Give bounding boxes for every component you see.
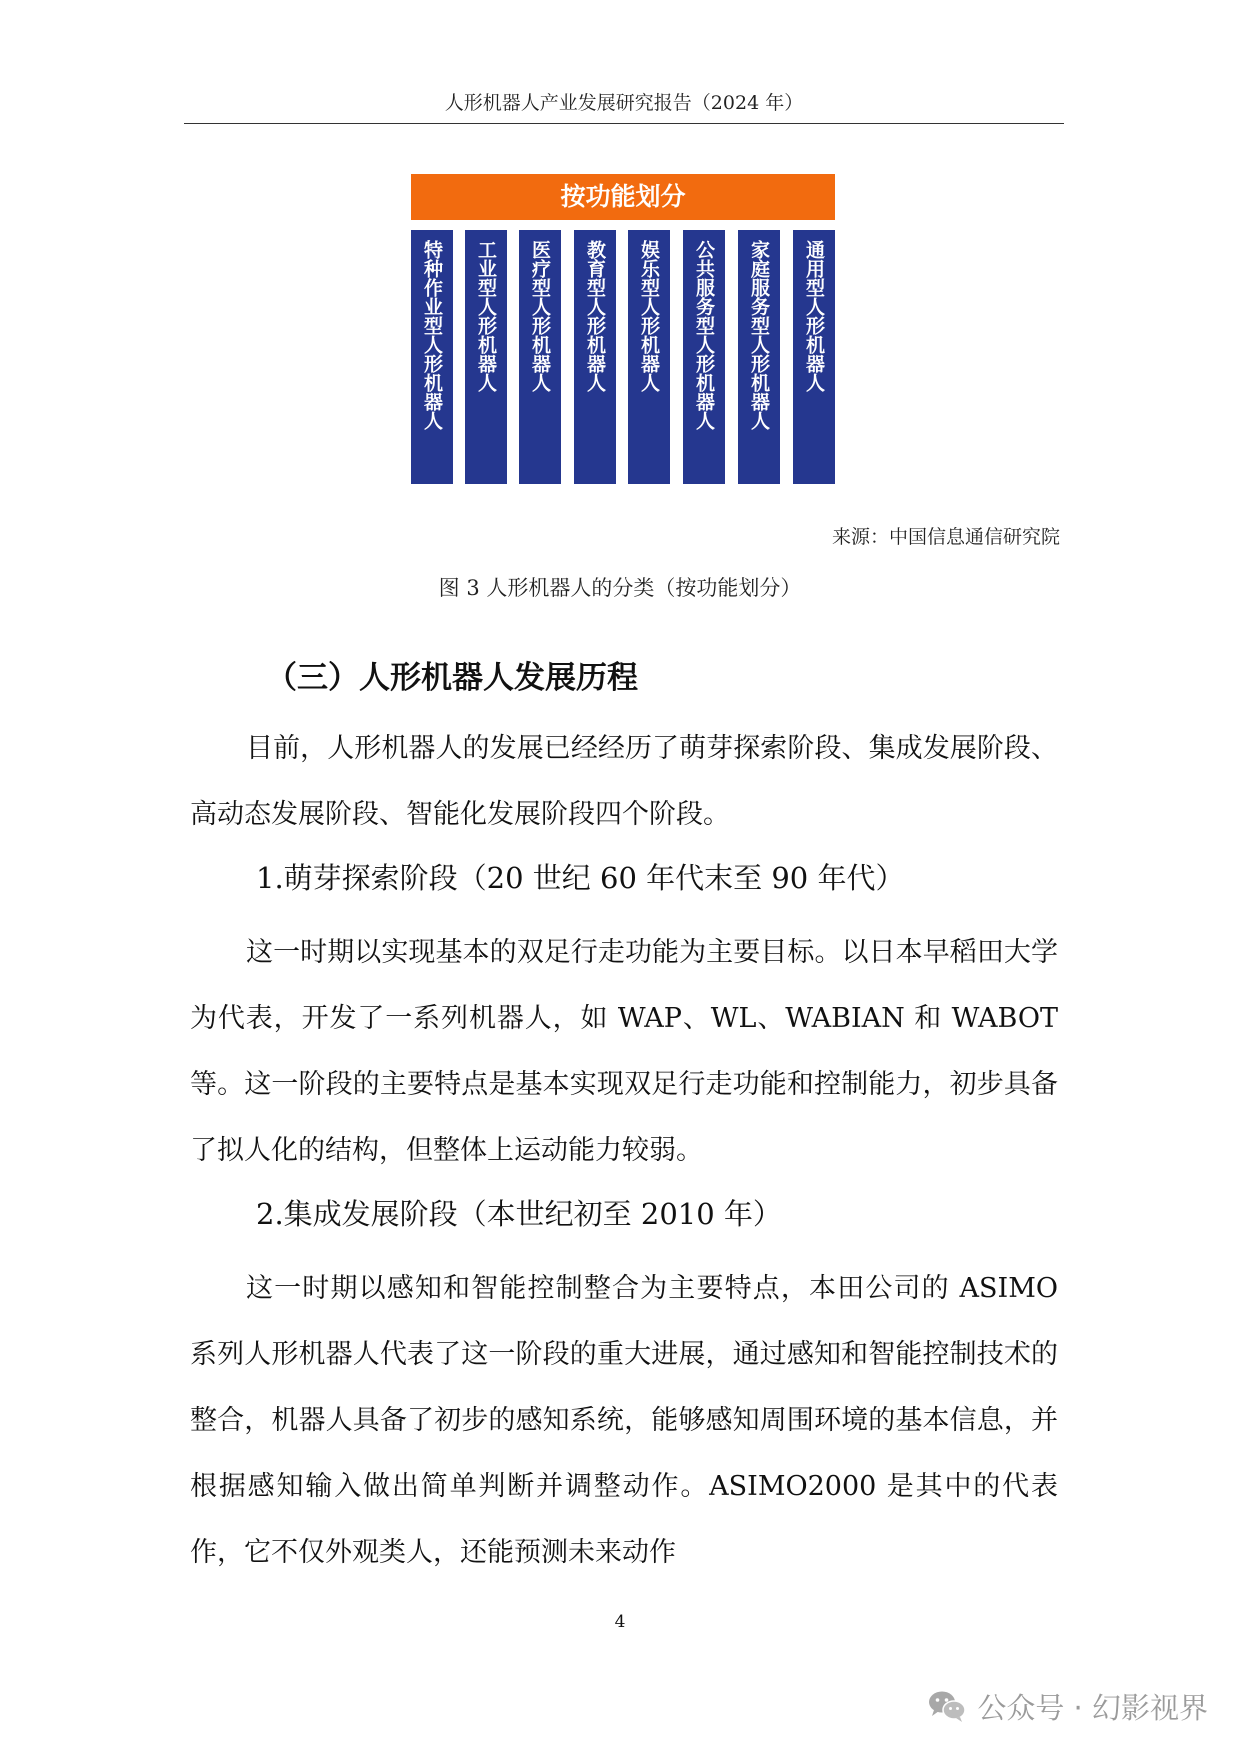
page-number: 4 xyxy=(614,1612,626,1632)
category-entertainment: 娱乐型人形机器人 xyxy=(628,230,670,484)
figure-source: 来源：中国信息通信研究院 xyxy=(831,526,1060,548)
section-title: （三）人形机器人发展历程 xyxy=(266,660,638,696)
category-industrial: 工业型人形机器人 xyxy=(465,230,507,484)
watermark-text: 公众号 · 幻影视界 xyxy=(977,1690,1208,1725)
watermark xyxy=(927,1686,1208,1726)
running-header: 人形机器人产业发展研究报告（2024 年） xyxy=(184,88,1064,124)
stage2-paragraph: 这一时期以感知和智能控制整合为主要特点，本田公司的 ASIMO 系列人形机器人代表了这一阶段的重大进展，通过感知和智能控制技术的整合，机器人具备了初步的感知系统，能够感知周围环境的基本信息，并根据感知输入做出简单判断并调整动作。ASIMO2000 是其中的代表作，它不仅外观类人，还能预测未来动作 xyxy=(190,1273,1058,1568)
figure-caption: 图 3 人形机器人的分类（按功能划分） xyxy=(438,576,802,600)
category-medical: 医疗型人形机器人 xyxy=(519,230,561,484)
category-special-operation: 特种作业型人形机器人 xyxy=(411,230,453,484)
stage1-paragraph: 这一时期以实现基本的双足行走功能为主要目标。以日本早稻田大学为代表，开发了一系列机器人，如 WAP、WL、WABIAN 和 WABOT 等。这一阶段的主要特点是基本实现双足行走功能和控制能力，初步具备了拟人化的结构，但整体上运动能力较弱。 xyxy=(190,937,1058,1166)
intro-paragraph: 目前，人形机器人的发展已经经历了萌芽探索阶段、集成发展阶段、高动态发展阶段、智能化发展阶段四个阶段。 xyxy=(190,733,1058,830)
wechat-icon xyxy=(927,1689,967,1723)
stage2-heading: 2.集成发展阶段（本世纪初至 2010 年） xyxy=(256,1197,782,1231)
category-general-purpose: 通用型人形机器人 xyxy=(793,230,835,484)
figure-title-bar: 按功能划分 xyxy=(411,174,835,220)
category-education: 教育型人形机器人 xyxy=(574,230,616,484)
classification-figure xyxy=(411,174,835,484)
stage1-heading: 1.萌芽探索阶段（20 世纪 60 年代末至 90 年代） xyxy=(256,861,905,895)
category-home-service: 家庭服务型人形机器人 xyxy=(738,230,780,484)
category-public-service: 公共服务型人形机器人 xyxy=(683,230,725,484)
